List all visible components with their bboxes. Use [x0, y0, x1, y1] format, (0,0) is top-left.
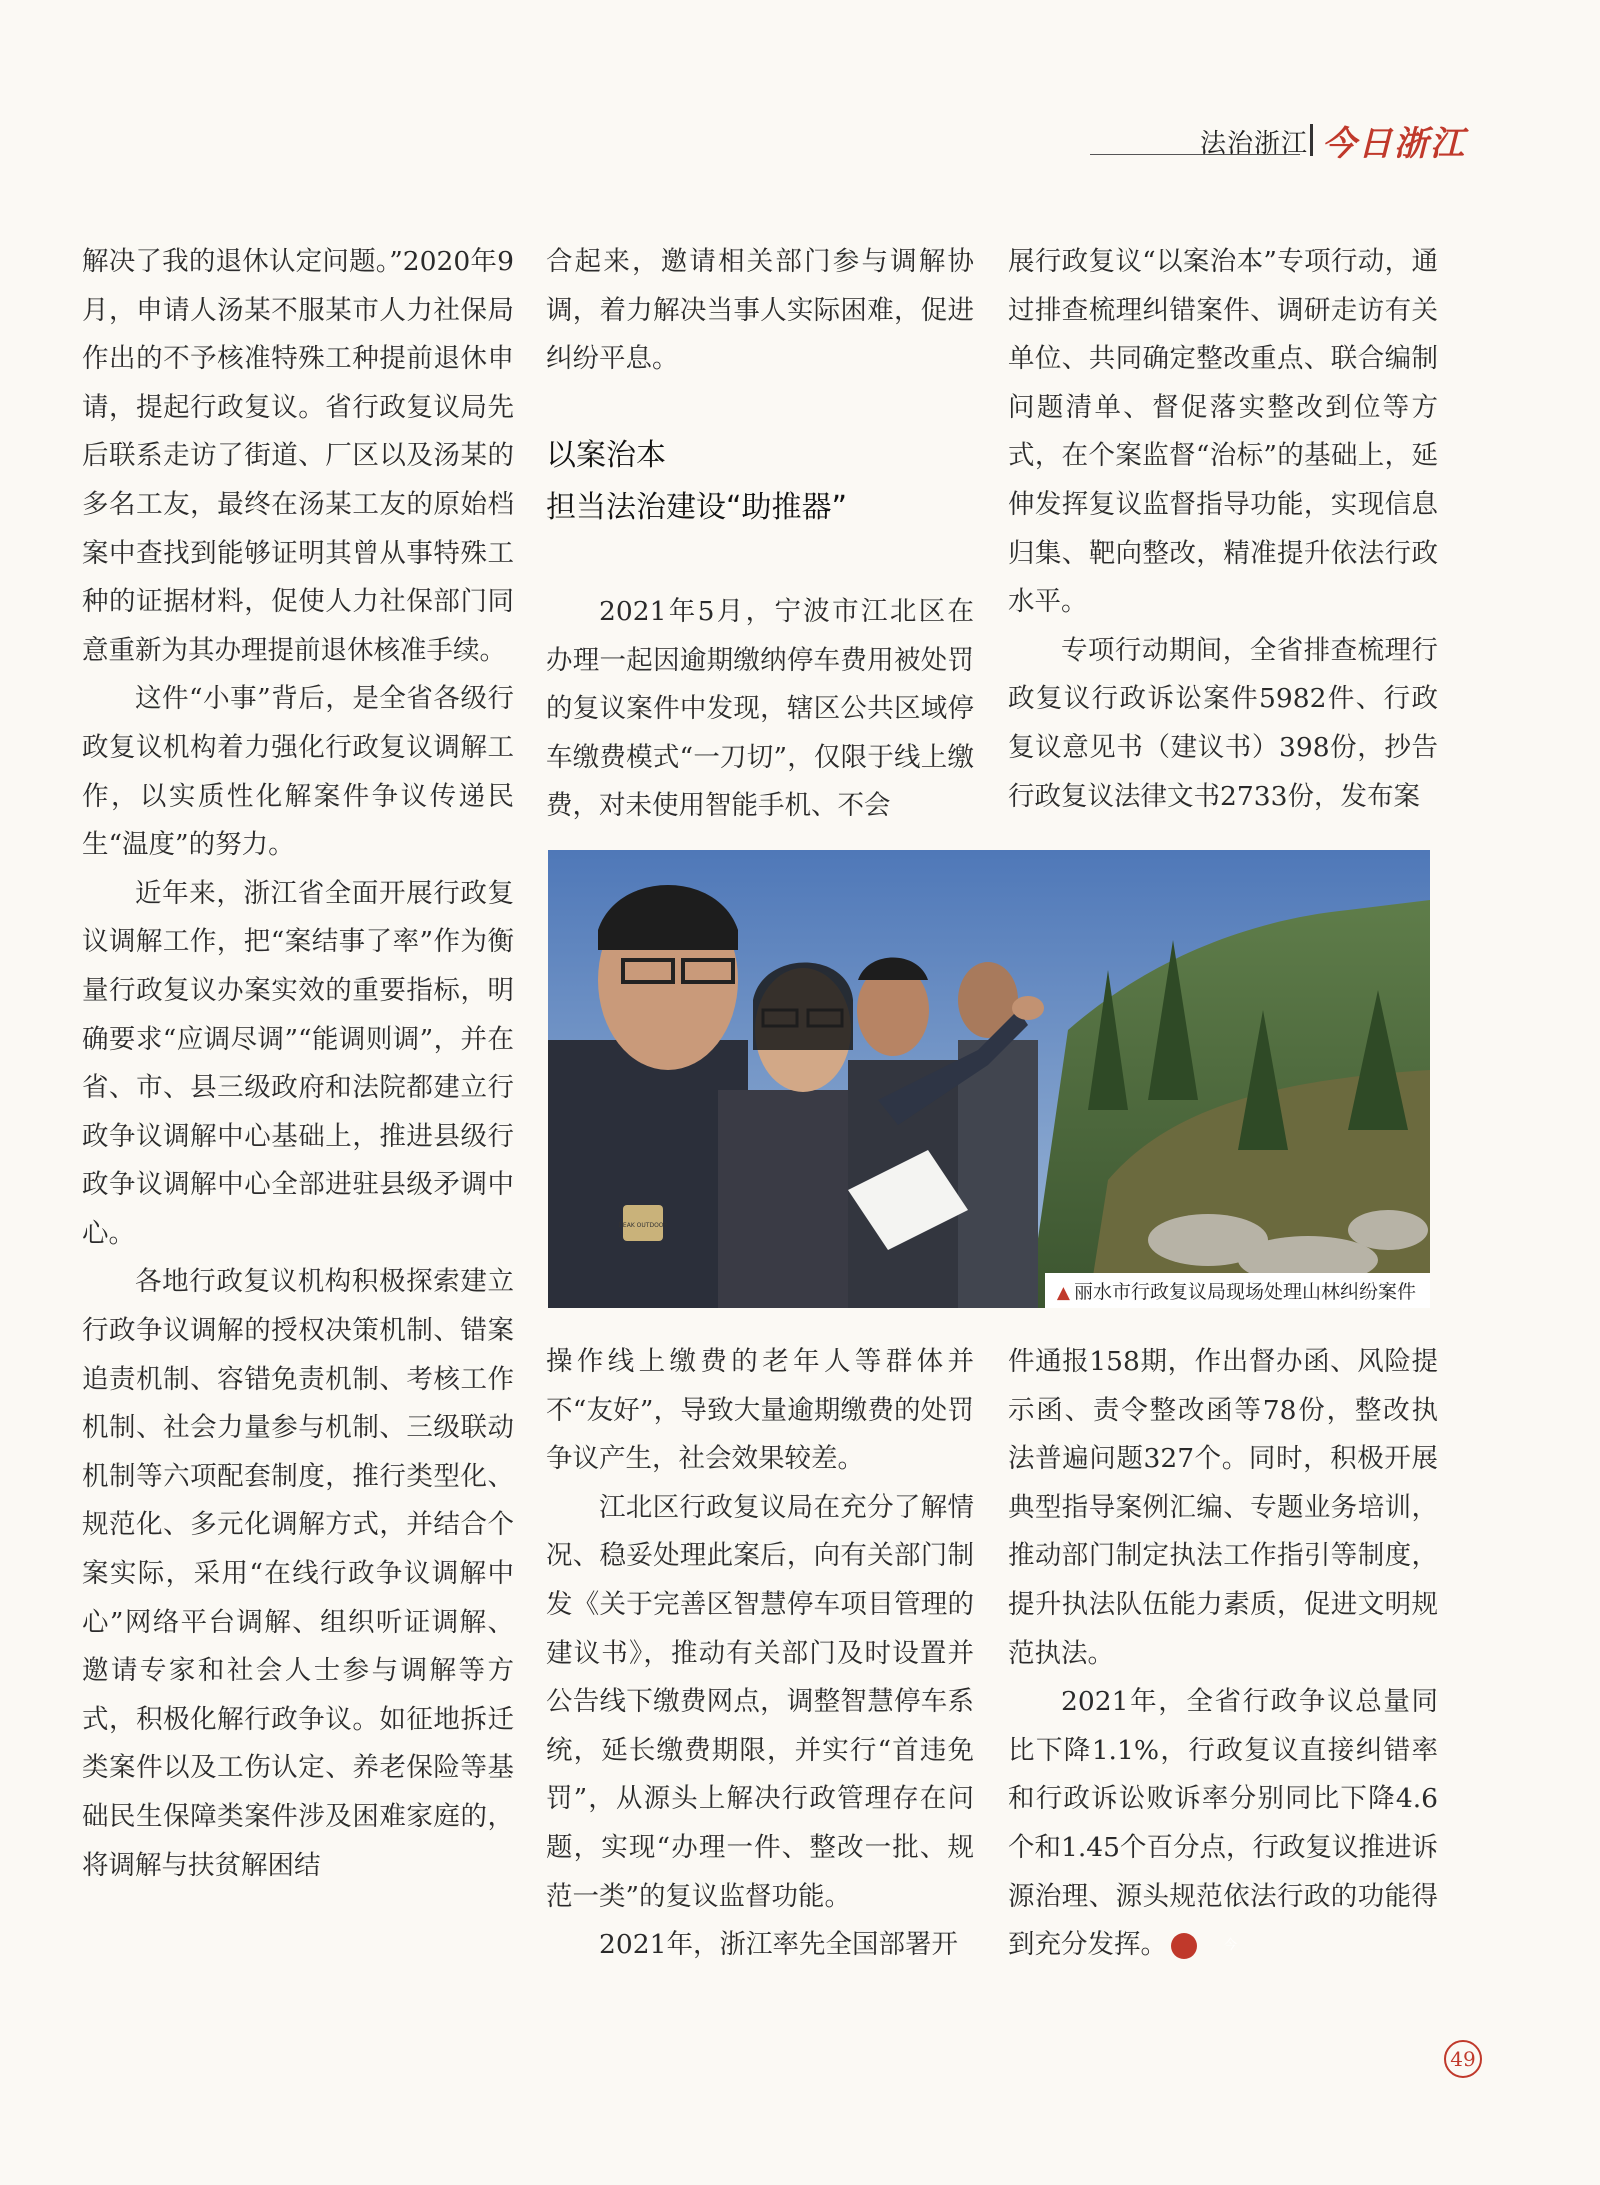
outdoor-logo-text: DEAK OUTDOOR — [618, 1222, 668, 1229]
end-mark-icon: 今 — [1171, 1933, 1197, 1959]
caption-text: 丽水市行政复议局现场处理山林纠纷案件 — [1073, 1281, 1416, 1303]
column-1 — [82, 238, 514, 1890]
paragraph: 解决了我的退休认定问题。”2020年9月，申请人汤某不服某市人力社保局作出的不予核准特殊工种提前退休申请，提起行政复议。省行政复议局先后联系走访了街道、厂区以及汤某的多名工友，最终在汤某工友的原始档案中查找到能够证明其曾从事特殊工种的证据材料，促使人力社保部门同意重新为其办理提前退休核准手续。 — [82, 246, 514, 666]
paragraph: 2021年，浙江率先全国部署开 — [599, 1929, 958, 1961]
photo-illustration — [548, 850, 1430, 1308]
photo-caption — [1045, 1273, 1430, 1308]
paragraph: 展行政复议“以案治本”专项行动，通过排查梳理纠错案件、调研走访有关单位、共同确定整改重点、联合编制问题清单、督促落实整改到位等方式，在个案监督“治标”的基础上，延伸发挥复议监督指导功能，实现信息归集、靶向整改，精准提升依法行政水平。 — [1008, 246, 1438, 618]
header-divider — [1310, 124, 1313, 156]
column-3-top — [1008, 238, 1438, 821]
paragraph: 江北区行政复议局在充分了解情况、稳妥处理此案后，向有关部门制发《关于完善区智慧停车项目管理的建议书》，推动有关部门及时设置并公告线下缴费网点，调整智慧停车系统，延长缴费期限，并实行“首违免罚”，从源头上解决行政管理存在问题，实现“办理一件、整改一批、规范一类”的复议监督功能。 — [546, 1491, 974, 1912]
column-2-bottom — [546, 1338, 974, 1970]
section-heading — [546, 430, 974, 534]
column-2-mid — [546, 588, 974, 831]
paragraph: 专项行动期间，全省排查梳理行政复议行政诉讼案件5982件、行政复议意见书（建议书）398份，抄告行政复议法律文书2733份，发布案 — [1008, 634, 1438, 812]
paragraph: 件通报158期，作出督办函、风险提示函、责令整改函等78份，整改执法普遍问题327个。同时，积极开展典型指导案例汇编、专题业务培训，推动部门制定执法工作指引等制度，提升执法队伍能力素质，促进文明规范执法。 — [1008, 1346, 1438, 1669]
article-photo — [548, 850, 1430, 1308]
column-3-bottom — [1008, 1338, 1438, 1970]
paragraph: 近年来，浙江省全面开展行政复议调解工作，把“案结事了率”作为衡量行政复议办案实效的重要指标，明确要求“应调尽调”“能调则调”，并在省、市、县三级政府和法院都建立行政争议调解中心基础上，推进县级行政争议调解中心全部进驻县级矛调中心。 — [82, 877, 514, 1249]
caption-triangle-icon: ▲ — [1056, 1283, 1070, 1303]
paragraph: 合起来，邀请相关部门参与调解协调，着力解决当事人实际困难，促进纠纷平息。 — [546, 246, 974, 375]
paragraph: 各地行政复议机构积极探索建立行政争议调解的授权决策机制、错案追责机制、容错免责机制、考核工作机制、社会力量参与机制、三级联动机制等六项配套制度，推行类型化、规范化、多元化调解方式，并结合个案实际，采用“在线行政争议调解中心”网络平台调解、组织听证调解、邀请专家和社会人士参与调解等方式，积极化解行政争议。如征地拆迁类案件以及工伤认定、养老保险等基础民生保障类案件涉及困难家庭的，将调解与扶贫解困结 — [82, 1266, 514, 1881]
heading-line-1: 以案治本 — [546, 438, 666, 473]
section-title: 法治浙江 — [1200, 129, 1309, 159]
column-2-top — [546, 238, 974, 384]
paragraph — [1008, 1678, 1438, 1970]
heading-line-2: 担当法治建设“助推器” — [546, 490, 848, 525]
page-number: 49 — [1444, 2040, 1482, 2078]
paragraph: 2021年5月，宁波市江北区在办理一起因逾期缴纳停车费用被处罚的复议案件中发现，辖区公共区域停车缴费模式“一刀切”，仅限于线上缴费，对未使用智能手机、不会 — [546, 596, 974, 822]
paragraph: 操作线上缴费的老年人等群体并不“友好”，导致大量逾期缴费的处罚争议产生，社会效果较差。 — [546, 1346, 974, 1475]
magazine-logo: 今日浙江 — [1322, 124, 1466, 164]
paragraph: 这件“小事”背后，是全省各级行政复议机构着力强化行政复议调解工作，以实质性化解案件争议传递民生“温度”的努力。 — [82, 683, 514, 861]
closing-text: 2021年，全省行政争议总量同比下降1.1%，行政复议直接纠错率和行政诉讼败诉率分别同比下降4.6个和1.45个百分点，行政复议推进诉源治理、源头规范依法行政的功能得到充分发挥。 — [1008, 1686, 1439, 1961]
